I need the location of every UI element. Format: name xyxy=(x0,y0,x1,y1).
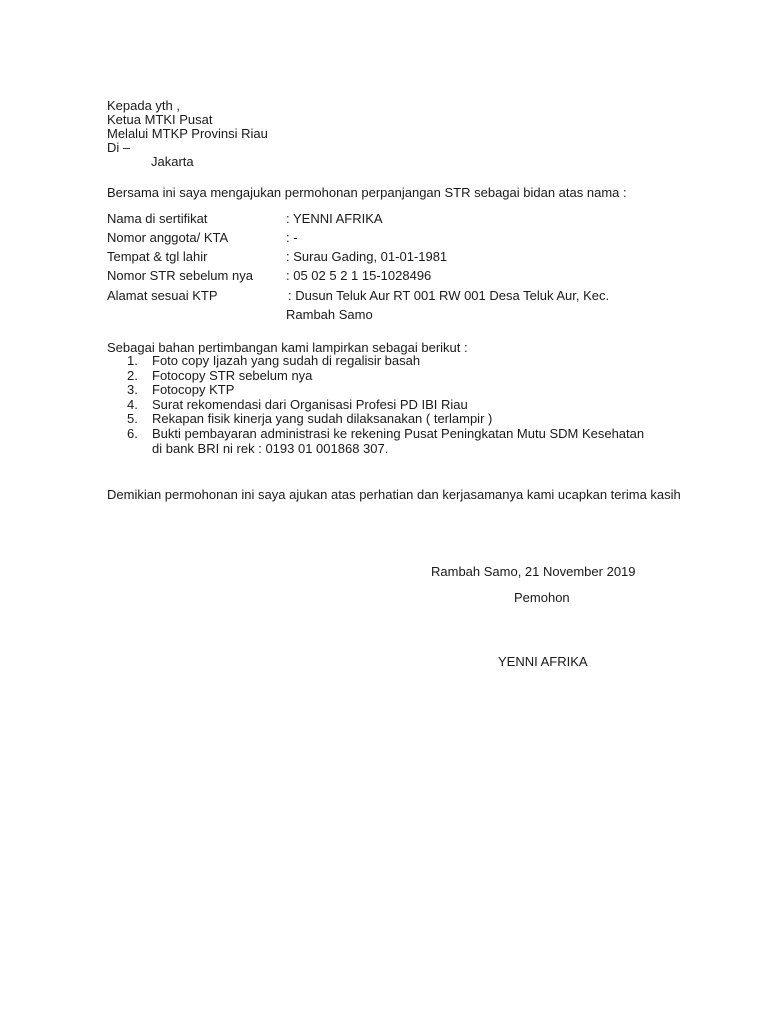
field-label-name: Nama di sertifikat xyxy=(107,211,208,226)
list-item-text: Rekapan fisik kinerja yang sudah dilaksanakan ( terlampir ) xyxy=(152,411,493,426)
list-item-text: Foto copy Ijazah yang sudah di regalisir basah xyxy=(152,353,421,368)
list-item-text: Bukti pembayaran administrasi ke rekening Pusat Peningkatan Mutu SDM Kesehatan xyxy=(152,425,645,441)
field-value-member-number: : - xyxy=(286,230,298,245)
list-item-text-cont: di bank BRI ni rek : 0193 01 001868 307. xyxy=(152,440,389,456)
attachments-intro: Sebagai bahan pertimbangan kami lampirkan sebagai berikut : xyxy=(107,340,468,355)
field-value-address: : Dusun Teluk Aur RT 001 RW 001 Desa Teluk Aur, Kec. xyxy=(288,288,610,303)
signer-name: YENNI AFRIKA xyxy=(498,654,588,669)
address-line: Di – xyxy=(107,140,131,155)
list-item-number: 3. xyxy=(127,382,138,397)
list-item-text: Fotocopy KTP xyxy=(152,382,235,397)
list-item-text: Fotocopy STR sebelum nya xyxy=(152,367,313,383)
address-line: Melalui MTKP Provinsi Riau xyxy=(107,126,268,141)
list-item-number: 2. xyxy=(127,367,138,383)
address-line: Kepada yth , xyxy=(107,98,180,113)
signer-title: Pemohon xyxy=(514,590,570,605)
list-item-number: 6. xyxy=(127,425,138,441)
field-value-address-cont: Rambah Samo xyxy=(286,307,373,322)
field-label-address: Alamat sesuai KTP xyxy=(107,288,218,303)
place-and-date: Rambah Samo, 21 November 2019 xyxy=(431,564,636,579)
address-city: Jakarta xyxy=(151,154,194,169)
field-value-birth: : Surau Gading, 01-01-1981 xyxy=(286,249,448,264)
list-item-number: 5. xyxy=(127,411,138,426)
address-line: Ketua MTKI Pusat xyxy=(107,112,213,127)
field-value-name: : YENNI AFRIKA xyxy=(286,211,383,226)
field-label-birth: Tempat & tgl lahir xyxy=(107,249,208,264)
intro-paragraph: Bersama ini saya mengajukan permohonan perpanjangan STR sebagai bidan atas nama : xyxy=(107,185,627,200)
list-item-number: 1. xyxy=(127,353,138,368)
list-item-text: Surat rekomendasi dari Organisasi Profesi PD IBI Riau xyxy=(152,396,468,412)
field-label-str-number: Nomor STR sebelum nya xyxy=(107,268,253,283)
field-value-str-number: : 05 02 5 2 1 15-1028496 xyxy=(286,268,432,283)
recipient-address-block xyxy=(107,99,268,169)
list-item-number: 4. xyxy=(127,396,138,412)
closing-paragraph: Demikian permohonan ini saya ajukan atas perhatian dan kerjasamanya kami ucapkan terima kasih xyxy=(107,487,681,502)
field-label-member-number: Nomor anggota/ KTA xyxy=(107,230,229,245)
